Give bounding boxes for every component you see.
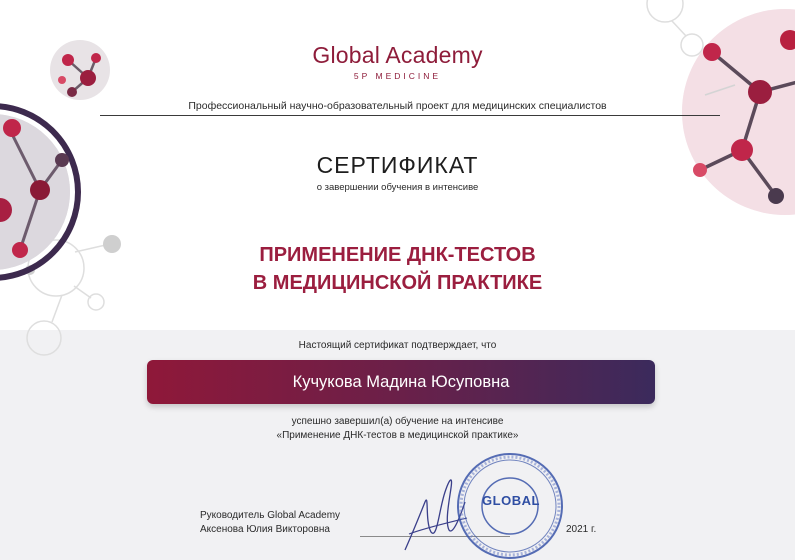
- course-title-line-2: В МЕДИЦИНСКОЙ ПРАКТИКЕ: [252, 272, 543, 294]
- logo-title: Global Academy: [312, 42, 483, 68]
- issue-year: 2021 г.: [566, 524, 597, 535]
- header-divider: [100, 115, 720, 116]
- course-title-line-1: ПРИМЕНЕНИЕ ДНК-ТЕСТОВ: [259, 244, 536, 266]
- confirm-text: Настоящий сертификат подтверждает, что: [298, 340, 497, 351]
- signer-role: Руководитель Global Academy: [200, 510, 341, 521]
- certificate-title: СЕРТИФИКАТ: [316, 152, 479, 178]
- signer-name: Аксенова Юлия Викторовна: [200, 524, 330, 535]
- logo-subtitle: 5P MEDICINE: [353, 71, 442, 81]
- tagline: Профессиональный научно-образовательный проект для медицинских специалистов: [188, 100, 607, 112]
- recipient-banner: [147, 360, 655, 404]
- recipient-name: Кучукова Мадина Юсуповна: [292, 373, 510, 391]
- certificate-subtitle: о завершении обучения в интенсиве: [316, 182, 479, 193]
- completion-course-name: «Применение ДНК-тестов в медицинской практике»: [276, 430, 519, 441]
- stamp-word: GLOBAL: [482, 493, 540, 508]
- completion-text: успешно завершил(а) обучение на интенсиве: [291, 416, 504, 427]
